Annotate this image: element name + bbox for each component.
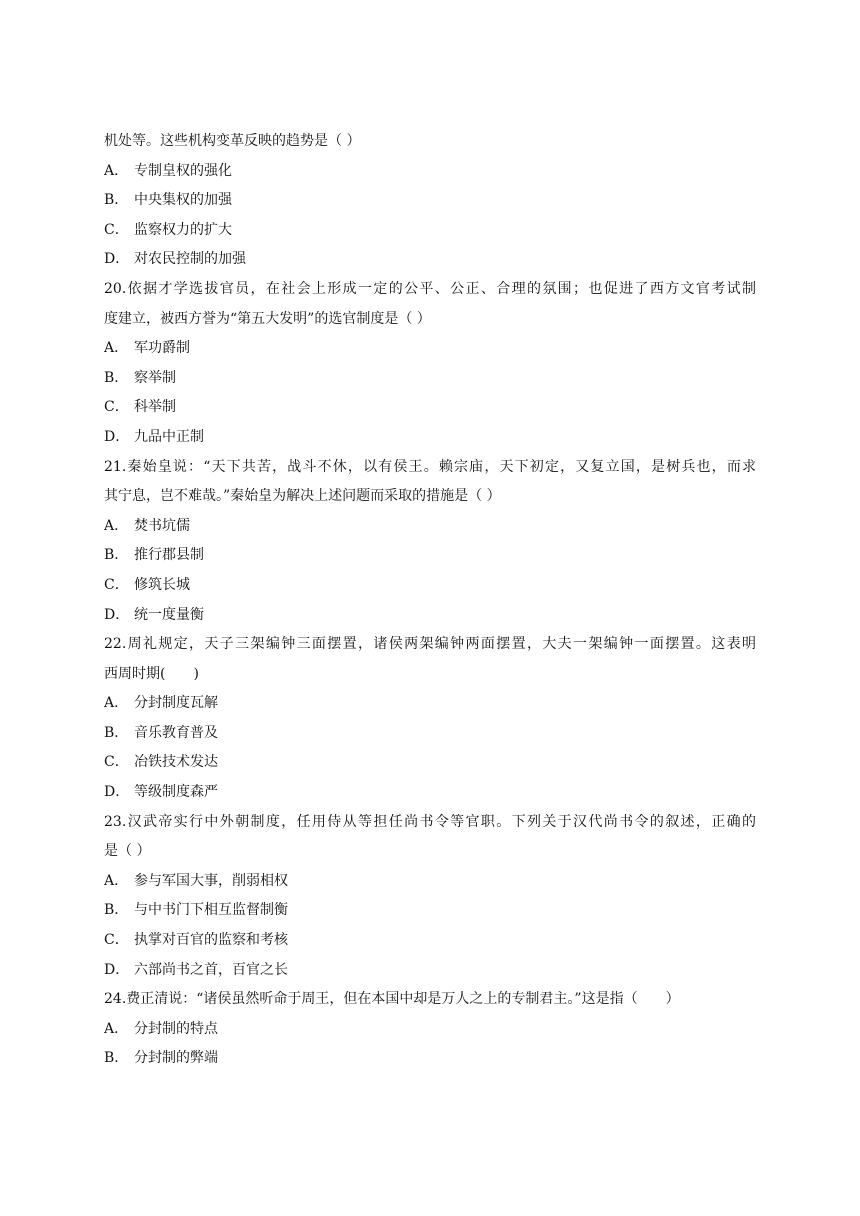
question-19-option-a xyxy=(104,157,756,187)
question-20-option-b xyxy=(104,364,756,394)
option-text: 焚书坑儒 xyxy=(134,517,190,534)
question-23-option-a xyxy=(104,867,756,897)
option-text: 分封制的弊端 xyxy=(134,1050,218,1067)
option-text: 分封制的特点 xyxy=(134,1020,218,1037)
question-21-stem-line-1: 21.秦始皇说：“天下共苦，战斗不休，以有侯王。赖宗庙，天下初定，又复立国，是树兵也，而求 xyxy=(104,458,756,475)
option-text: 参与军国大事，削弱相权 xyxy=(134,872,288,889)
option-text: 专制皇权的强化 xyxy=(134,162,232,179)
question-22-option-a xyxy=(104,689,756,719)
question-20-stem-line-1: 20.依据才学选拔官员，在社会上形成一定的公平、公正、合理的氛围；也促进了西方文官考试制 xyxy=(104,280,756,297)
option-letter: C． xyxy=(104,754,129,771)
option-letter: A． xyxy=(104,162,129,179)
question-23-stem-line-1: 23.汉武帝实行中外朝制度，任用侍从等担任尚书令等官职。下列关于汉代尚书令的叙述，正确的 xyxy=(104,813,756,830)
option-letter: D． xyxy=(104,251,130,268)
option-letter: A． xyxy=(104,340,129,357)
option-letter: B． xyxy=(104,724,129,741)
option-text: 与中书门下相互监督制衡 xyxy=(134,902,288,919)
option-text: 中央集权的加强 xyxy=(134,192,232,209)
question-24-stem-line-1: 24.费正清说：“诸侯虽然听命于周王，但在本国中却是万人之上的专制君主。”这是指（ ） xyxy=(104,991,680,1008)
question-22-option-c xyxy=(104,748,756,778)
option-letter: A． xyxy=(104,872,129,889)
option-letter: C． xyxy=(104,932,129,949)
option-text: 九品中正制 xyxy=(134,428,204,445)
question-22-option-b xyxy=(104,719,756,749)
question-19-option-d xyxy=(104,245,756,275)
question-20-option-a xyxy=(104,334,756,364)
question-19-option-c xyxy=(104,216,756,246)
question-20-option-c xyxy=(104,393,756,423)
question-23-stem-line-2: 是（ ） xyxy=(104,843,151,860)
option-text: 监察权力的扩大 xyxy=(134,221,232,238)
question-21-option-d xyxy=(104,601,756,631)
option-letter: A． xyxy=(104,695,129,712)
option-letter: B． xyxy=(104,1050,129,1067)
option-text: 统一度量衡 xyxy=(134,606,204,623)
option-text: 等级制度森严 xyxy=(134,784,218,801)
option-letter: B． xyxy=(104,902,129,919)
option-letter: D． xyxy=(104,606,130,623)
question-24-option-a xyxy=(104,1015,756,1045)
option-text: 执掌对百官的监察和考核 xyxy=(134,932,288,949)
option-text: 冶铁技术发达 xyxy=(134,754,218,771)
option-text: 六部尚书之首，百官之长 xyxy=(134,961,288,978)
option-text: 察举制 xyxy=(134,369,176,386)
question-21-option-a xyxy=(104,512,756,542)
question-21-stem-line-2: 其宁息，岂不难哉。”秦始皇为解决上述问题而采取的措施是（ ） xyxy=(104,488,501,505)
option-letter: D． xyxy=(104,428,130,445)
question-20-option-d xyxy=(104,423,756,453)
option-text: 修筑长城 xyxy=(134,576,190,593)
option-letter: B． xyxy=(104,192,129,209)
option-letter: D． xyxy=(104,784,130,801)
question-23-option-d xyxy=(104,956,756,986)
option-letter: B． xyxy=(104,369,129,386)
question-23-option-b xyxy=(104,896,756,926)
option-letter: B． xyxy=(104,547,129,564)
option-text: 军功爵制 xyxy=(134,340,190,357)
option-letter: A． xyxy=(104,517,129,534)
question-22-stem-line-2: 西周时期( ) xyxy=(104,665,199,682)
question-19-stem-line: 机处等。这些机构变革反映的趋势是（ ） xyxy=(104,133,361,149)
option-text: 分封制度瓦解 xyxy=(134,695,218,712)
question-22-stem-line-1: 22.周礼规定，天子三架编钟三面摆置，诸侯两架编钟两面摆置，大夫一架编钟一面摆置。这表明 xyxy=(104,636,756,653)
option-letter: C． xyxy=(104,399,129,416)
question-24-option-b xyxy=(104,1044,756,1074)
question-21-option-b xyxy=(104,541,756,571)
option-text: 音乐教育普及 xyxy=(134,724,218,741)
option-text: 科举制 xyxy=(134,399,176,416)
question-22-option-d xyxy=(104,778,756,808)
page-content xyxy=(104,127,756,1074)
option-text: 推行郡县制 xyxy=(134,547,204,564)
option-letter: C． xyxy=(104,221,129,238)
option-letter: C． xyxy=(104,576,129,593)
option-text: 对农民控制的加强 xyxy=(134,251,246,268)
question-20-stem-line-2: 度建立，被西方誉为“第五大发明”的选官制度是（ ） xyxy=(104,310,431,327)
question-23-option-c xyxy=(104,926,756,956)
option-letter: A． xyxy=(104,1020,129,1037)
question-21-option-c xyxy=(104,571,756,601)
option-letter: D． xyxy=(104,961,130,978)
question-19-option-b xyxy=(104,186,756,216)
